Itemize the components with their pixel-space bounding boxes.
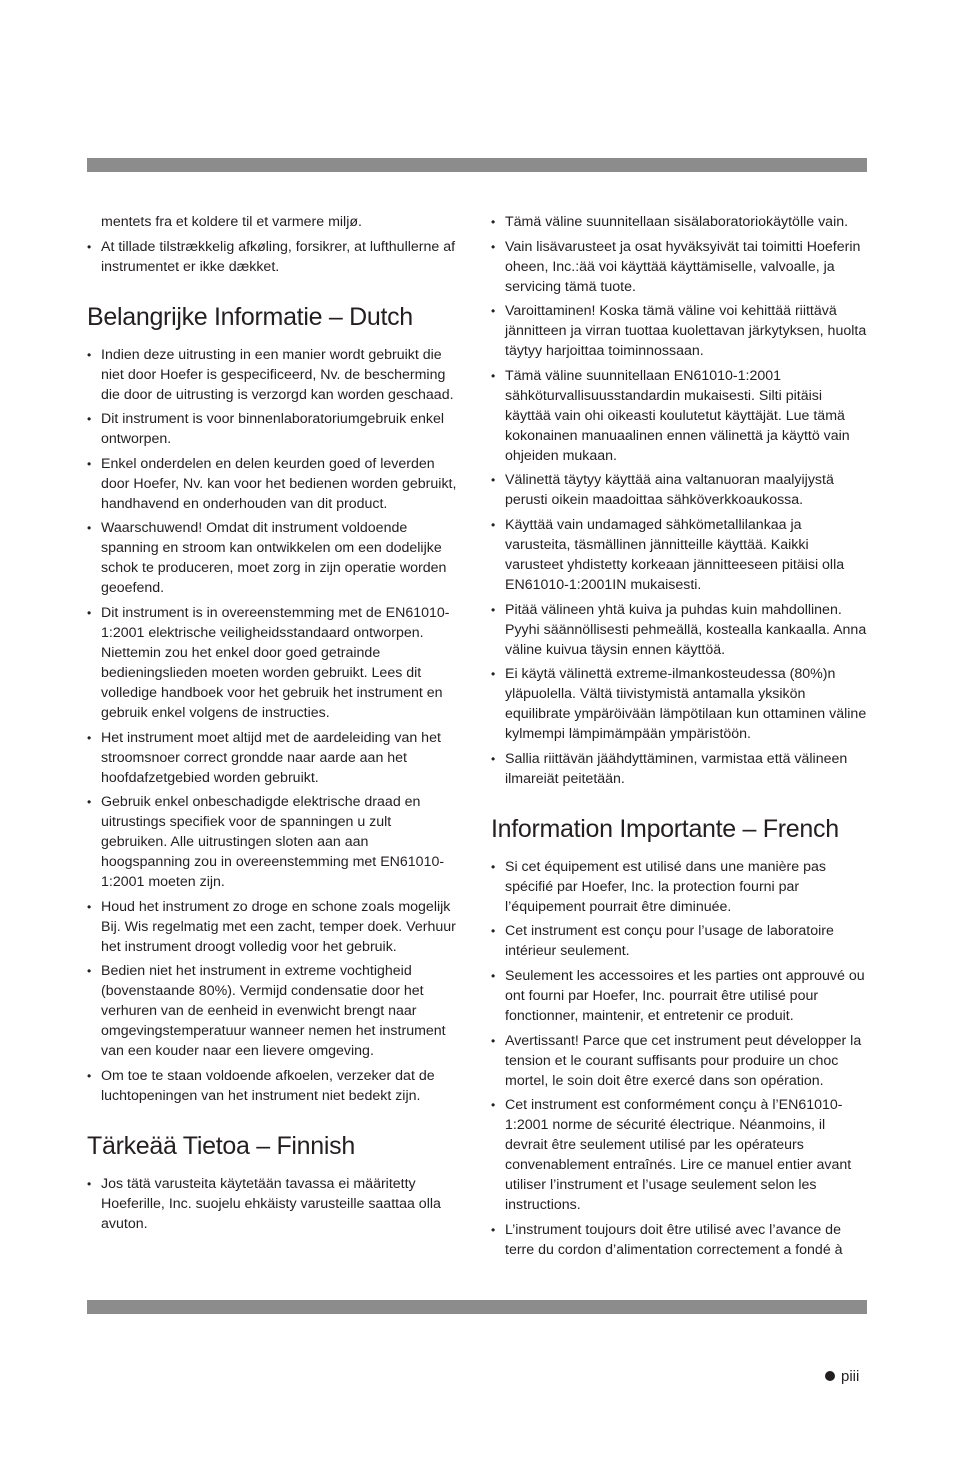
list-item: • Indien deze uitrusting in een manier wordt gebruikt die niet door Hoefer is gespecificeerd, Nv. de bescherming die door de uitrusting is verzorgd kan worden geschaad. xyxy=(87,345,459,405)
bullet-dot-icon xyxy=(825,1371,835,1381)
list-item: • Jos tätä varusteita käytetään tavassa ei määritetty Hoeferille, Inc. suojelu ehkäisty varusteille saattaa olla avuton. xyxy=(87,1174,459,1234)
list-item: • Cet instrument est conçu pour l’usage de laboratoire intérieur seulement. xyxy=(491,921,869,961)
top-rule xyxy=(87,158,867,172)
list-item: • Bedien niet het instrument in extreme vochtigheid (bovenstaande 80%). Vermijd condensatie door het verhuren van de eenheid in evenwicht brengt naar omgevingstemperatuur wanneer nemen het instrument van een kouder naar een lievere omgeving. xyxy=(87,961,459,1061)
finnish-list xyxy=(87,1174,459,1234)
list-item: • Houd het instrument zo droge en schone zoals mogelijk Bij. Wis regelmatig met een zacht, temper doek. Verhuur het instrument droogt volledig voor het gebruik. xyxy=(87,897,459,957)
list-item: • Tämä väline suunnitellaan EN61010-1:2001 sähköturvallisuusstandardin mukaisesti. Silti pitäisi käyttää vain ohi oikeasti koulutetut käyttäjät. Lue tämä kokonainen manuaalinen ennen välinettä ja käyttö vain ohjeiden mukaan. xyxy=(491,366,869,466)
list-item: • Avertissant! Parce que cet instrument peut développer la tension et le courant suffisants pour produire un choc mortel, le soin doit être exercé dans son opération. xyxy=(491,1031,869,1091)
list-item: • Ei käytä välinettä extreme-ilmankosteudessa (80%)n yläpuolella. Vältä tiivistymistä antamalla yksikön equilibrate ympäröivään lämpötilaan kun ottaminen väline kylmempi lämpimämpään ympäristöön. xyxy=(491,664,869,744)
danish-list-continued xyxy=(87,212,459,277)
page-number-text: piii xyxy=(841,1368,860,1385)
dutch-heading: Belangrijke Informatie – Dutch xyxy=(87,302,413,331)
list-item: • Seulement les accessoires et les parties ont approuvé ou ont fourni par Hoefer, Inc. pourrait être utilisé pour fonctionner, maintenir, et entretenir ce produit. xyxy=(491,966,869,1026)
list-item: • Varoittaminen! Koska tämä väline voi kehittää riittävä jännitteen ja virran tuottaa kuolettavan järkytyksen, huolta täytyy harjoittaa toiminnossaan. xyxy=(491,301,869,361)
list-item: • Het instrument moet altijd met de aardeleiding van het stroomsnoer correct grondde naar aarde aan het hoofdafzetgebied worden gebruikt. xyxy=(87,728,459,788)
list-item: mentets fra et koldere til et varmere miljø. xyxy=(101,214,362,230)
list-item: • At tillade tilstrækkelig afkøling, forsikrer, at lufthullerne af instrumentet er ikke dækket. xyxy=(87,237,459,277)
list-item: • Dit instrument is voor binnenlaboratoriumgebruik enkel ontworpen. xyxy=(87,409,459,449)
page-number xyxy=(825,1368,859,1385)
list-item: • Sallia riittävän jäähdyttäminen, varmistaa että välineen ilmareiät peitetään. xyxy=(491,749,869,789)
list-item: • Gebruik enkel onbeschadigde elektrische draad en uitrustings specifiek voor de spanningen u zult gebruiken. Alle uitrustingen sloten aan aan hoogspanning zou in overeenstemming met EN61010-1:2001 moeten zijn. xyxy=(87,792,459,892)
bottom-rule xyxy=(87,1300,867,1314)
list-item: • Vain lisävarusteet ja osat hyväksyivät tai toimitti Hoeferin oheen, Inc.:ää voi käyttää käyttämiselle, valvoalle, ja servicing tämä tuote. xyxy=(491,237,869,297)
dutch-list xyxy=(87,345,459,1106)
list-item: • Si cet équipement est utilisé dans une manière pas spécifié par Hoefer, Inc. la protection fourni par l’équipement pourrait être diminuée. xyxy=(491,857,869,917)
list-item: • L’instrument toujours doit être utilisé avec l’avance de terre du cordon d’alimentation correctement a fondé à xyxy=(491,1220,869,1260)
french-heading: Information Importante – French xyxy=(491,814,839,843)
french-list xyxy=(491,857,869,1260)
list-item: • Tämä väline suunnitellaan sisälaboratoriokäytölle vain. xyxy=(491,212,869,232)
right-column xyxy=(491,212,869,1264)
list-item: • Pitää välineen yhtä kuiva ja puhdas kuin mahdollinen. Pyyhi säännöllisesti pehmeällä, kostealla kankaalla. Anna väline kuivua täysin ennen käyttöä. xyxy=(491,600,869,660)
finnish-heading: Tärkeää Tietoa – Finnish xyxy=(87,1131,355,1160)
list-item: • Dit instrument is in overeenstemming met de EN61010-1:2001 elektrische veiligheidsstandaard ontworpen. Niettemin zou het enkel door goed getrainde bedieningslieden moeten worden gebruikt. Lees dit volledige handboek voor het gebruik het instrument en gebruik enkel volgens de instructies. xyxy=(87,603,459,723)
list-item: • Käyttää vain undamaged sähkömetallilankaa ja varusteita, täsmällinen jännitteille käyttää. Kaikki varusteet yhdistetty korkeaan jännitteeseen pitäisi olla EN61010-1:2001IN mukaisesti. xyxy=(491,515,869,595)
list-item: • Välinettä täytyy käyttää aina valtanuoran maalyijystä perusti oikein maadoittaa sähköverkkoaukossa. xyxy=(491,470,869,510)
left-column xyxy=(87,212,459,1239)
list-item: • Cet instrument est conformément conçu à l’EN61010-1:2001 norme de sécurité électrique. Néanmoins, il devrait être seulement utilisé par les opérateurs convenablement entraînés. Lire ce manuel entier avant utiliser l’instrument et l’usage seulement selon les instructions. xyxy=(491,1095,869,1215)
finnish-list-continued xyxy=(491,212,869,789)
list-item: • Enkel onderdelen en delen keurden goed of leverden door Hoefer, Nv. kan voor het bedienen worden gebruikt, handhavend en onderhouden van dit product. xyxy=(87,454,459,514)
list-item: • Om toe te staan voldoende afkoelen, verzeker dat de luchtopeningen van het instrument niet bedekt zijn. xyxy=(87,1066,459,1106)
list-item: • Waarschuwend! Omdat dit instrument voldoende spanning en stroom kan ontwikkelen om een dodelijke schok te produceren, moet zorg in zijn operatie worden geoefend. xyxy=(87,518,459,598)
